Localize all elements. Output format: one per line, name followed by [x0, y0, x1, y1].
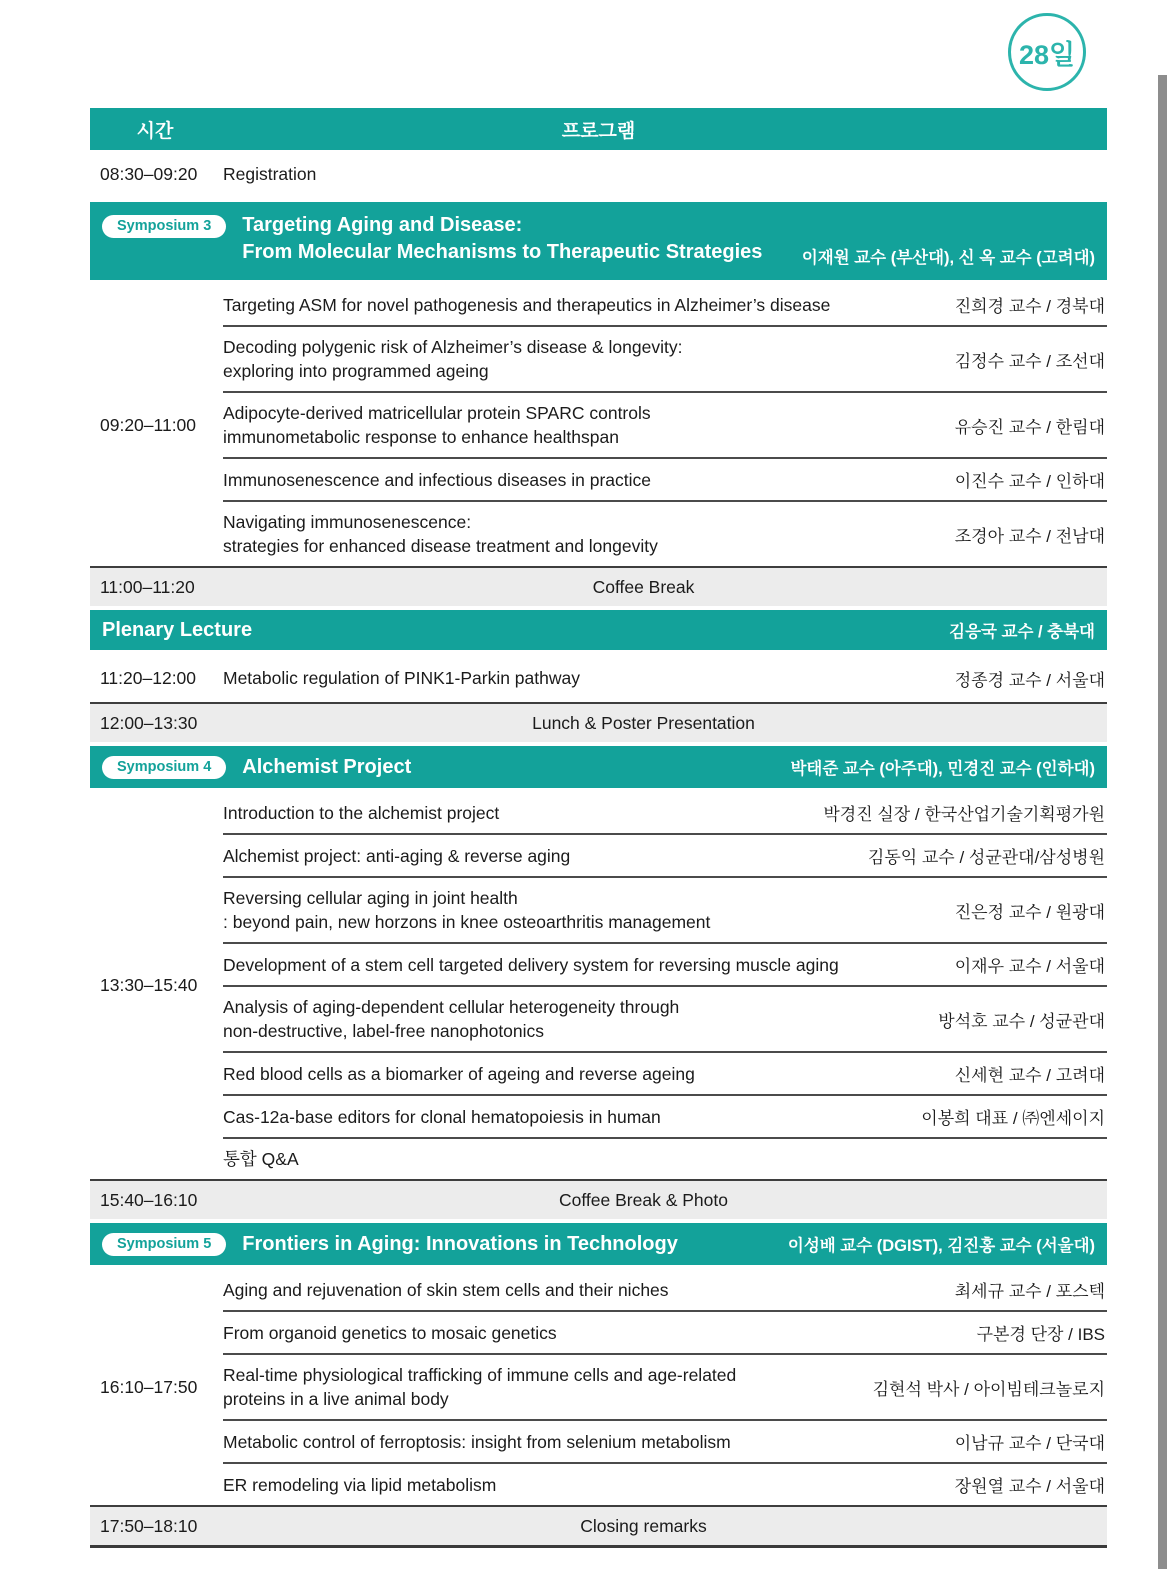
symposium4-items: [223, 792, 1107, 1179]
session-row: [223, 325, 1107, 391]
coffee-break-row: [90, 566, 1107, 606]
session-title: Immunosenescence and infectious diseases in practice: [223, 469, 652, 490]
symposium3-title-line1: Targeting Aging and Disease:: [242, 214, 523, 236]
plenary-session-row: [90, 654, 1107, 702]
break-time: 11:00–11:20: [100, 576, 195, 597]
symposium4-session-group: [90, 792, 1107, 1179]
symposium5-time: 16:10–17:50: [100, 1376, 198, 1397]
symposium3-badge: Symposium 3: [102, 215, 226, 238]
session-title: Decoding polygenic risk of Alzheimer’s disease & longevity: exploring into programmed ageing: [223, 337, 683, 381]
scrollbar-thumb[interactable]: [1158, 75, 1167, 1569]
session-title: 통합 Q&A: [223, 1149, 299, 1169]
session-speaker: 방석호 교수 / 성균관대: [938, 1011, 1105, 1031]
symposium4-badge: Symposium 4: [102, 756, 226, 779]
symposium4-chairs: 박태준 교수 (아주대), 민경진 교수 (인하대): [790, 760, 1095, 778]
session-title: Development of a stem cell targeted delivery system for reversing muscle aging: [223, 954, 839, 975]
session-title: Real-time physiological trafficking of immune cells and age-related proteins in a live animal body: [223, 1365, 737, 1409]
session-row: [223, 1051, 1107, 1094]
plenary-band: [90, 610, 1107, 650]
break-time: 12:00–13:30: [100, 712, 198, 733]
session-row: [223, 1310, 1107, 1353]
session-speaker: 조경아 교수 / 전남대: [954, 526, 1105, 546]
session-row: [223, 1353, 1107, 1419]
symposium4-title: Alchemist Project: [242, 755, 412, 778]
symposium3-title: [242, 212, 762, 266]
symposium5-badge: Symposium 5: [102, 1233, 226, 1256]
session-row: [223, 876, 1107, 942]
scrollbar[interactable]: [1158, 0, 1167, 1569]
session-title: ER remodeling via lipid metabolism: [223, 1474, 497, 1495]
lunch-row: [90, 702, 1107, 742]
session-title: Targeting ASM for novel pathogenesis and therapeutics in Alzheimer’s disease: [223, 294, 831, 315]
session-title: Metabolic control of ferroptosis: insight from selenium metabolism: [223, 1431, 731, 1452]
session-title: Cas-12a-base editors for clonal hematopoiesis in human: [223, 1106, 661, 1127]
session-row: [223, 500, 1107, 566]
break-time: 15:40–16:10: [100, 1189, 198, 1210]
plenary-title: Plenary Lecture: [102, 618, 253, 641]
plenary-time: 11:20–12:00: [100, 667, 197, 688]
session-row: [223, 457, 1107, 500]
session-row: [223, 833, 1107, 876]
session-speaker: 김정수 교수 / 조선대: [954, 351, 1105, 371]
session-title: Introduction to the alchemist project: [223, 802, 500, 823]
session-title: Navigating immunosenescence: strategies for enhanced disease treatment and longevity: [223, 512, 658, 556]
symposium3-items: [223, 284, 1107, 566]
table-header: [90, 108, 1107, 150]
break-time: 17:50–18:10: [100, 1515, 198, 1536]
symposium3-title-line2: From Molecular Mechanisms to Therapeutic Strategies: [242, 241, 763, 263]
session-speaker: 이진수 교수 / 인하대: [954, 472, 1105, 491]
session-title: Adipocyte-derived matricellular protein SPARC controls immunometabolic response to enhance healthspan: [223, 403, 651, 447]
session-speaker: 김동익 교수 / 성균관대/삼성병원: [867, 848, 1105, 867]
session-row: [223, 1094, 1107, 1137]
coffee-break-photo-row: [90, 1179, 1107, 1219]
closing-remarks-row: [90, 1505, 1107, 1545]
session-speaker: 신세현 교수 / 고려대: [954, 1066, 1105, 1085]
symposium3-band: [90, 202, 1107, 280]
symposium3-time: 09:20–11:00: [100, 414, 197, 435]
plenary-chairs: 김응국 교수 / 충북대: [949, 623, 1095, 641]
session-row: [223, 1462, 1107, 1505]
session-speaker: 이재우 교수 / 서울대: [954, 957, 1105, 976]
symposium4-time: 13:30–15:40: [100, 975, 198, 995]
session-title: From organoid genetics to mosaic genetics: [223, 1322, 557, 1343]
table-bottom-border: [90, 1545, 1107, 1548]
session-speaker: 최세규 교수 / 포스텍: [954, 1282, 1105, 1301]
session-row: [223, 284, 1107, 325]
break-label: Lunch & Poster Presentation: [532, 712, 755, 733]
symposium5-chairs: 이성배 교수 (DGIST), 김진홍 교수 (서울대): [787, 1237, 1095, 1255]
symposium5-title: Frontiers in Aging: Innovations in Technology: [242, 1232, 678, 1255]
session-speaker: 진은정 교수 / 원광대: [954, 902, 1105, 922]
break-label: Closing remarks: [580, 1515, 707, 1536]
session-title: Reversing cellular aging in joint health : beyond pain, new horzons in knee osteoarthritis management: [223, 888, 711, 932]
session-title: Red blood cells as a biomarker of ageing and reverse ageing: [223, 1063, 695, 1084]
symposium5-session-group: [90, 1269, 1107, 1505]
session-row: [223, 1137, 1107, 1179]
registration-time: 08:30–09:20: [100, 163, 198, 184]
program-column-header: 프로그램: [561, 120, 636, 142]
session-speaker: 장원열 교수 / 서울대: [954, 1477, 1105, 1496]
program-table: [90, 108, 1107, 1548]
session-speaker: 이봉희 대표 / ㈜엔세이지: [921, 1109, 1105, 1128]
session-speaker: 유승진 교수 / 한림대: [954, 417, 1105, 437]
session-title: Analysis of aging-dependent cellular heterogeneity through non-destructive, label-free nanophotonics: [223, 997, 680, 1041]
session-speaker: 진희경 교수 / 경북대: [954, 297, 1105, 316]
session-title: Alchemist project: anti-aging & reverse aging: [223, 845, 571, 866]
session-row: [223, 1269, 1107, 1310]
symposium3-chairs: 이재원 교수 (부산대), 신 옥 교수 (고려대): [801, 249, 1095, 267]
time-column-header: 시간: [136, 120, 174, 142]
plenary-session-title: Metabolic regulation of PINK1-Parkin pathway: [223, 667, 580, 688]
session-row: [223, 391, 1107, 457]
session-row: [223, 1419, 1107, 1462]
session-speaker: 박경진 실장 / 한국산업기술기획평가원: [823, 805, 1105, 824]
symposium4-band: [90, 746, 1107, 788]
plenary-session-speaker: 정종경 교수 / 서울대: [954, 670, 1105, 690]
symposium5-band: [90, 1223, 1107, 1265]
session-row: [223, 985, 1107, 1051]
break-label: Coffee Break & Photo: [559, 1189, 728, 1210]
day-badge: 28일: [1008, 13, 1086, 91]
symposium5-items: [223, 1269, 1107, 1505]
session-row: [223, 792, 1107, 833]
session-speaker: 구본경 단장 / IBS: [976, 1325, 1105, 1344]
registration-row: [90, 150, 1107, 198]
session-speaker: 김현석 박사 / 아이빔테크놀로지: [872, 1379, 1105, 1399]
session-row: [223, 942, 1107, 985]
session-title: Aging and rejuvenation of skin stem cells and their niches: [223, 1279, 669, 1300]
registration-title: Registration: [223, 163, 317, 184]
symposium3-session-group: [90, 284, 1107, 566]
break-label: Coffee Break: [592, 576, 695, 597]
session-speaker: 이남규 교수 / 단국대: [954, 1434, 1105, 1453]
